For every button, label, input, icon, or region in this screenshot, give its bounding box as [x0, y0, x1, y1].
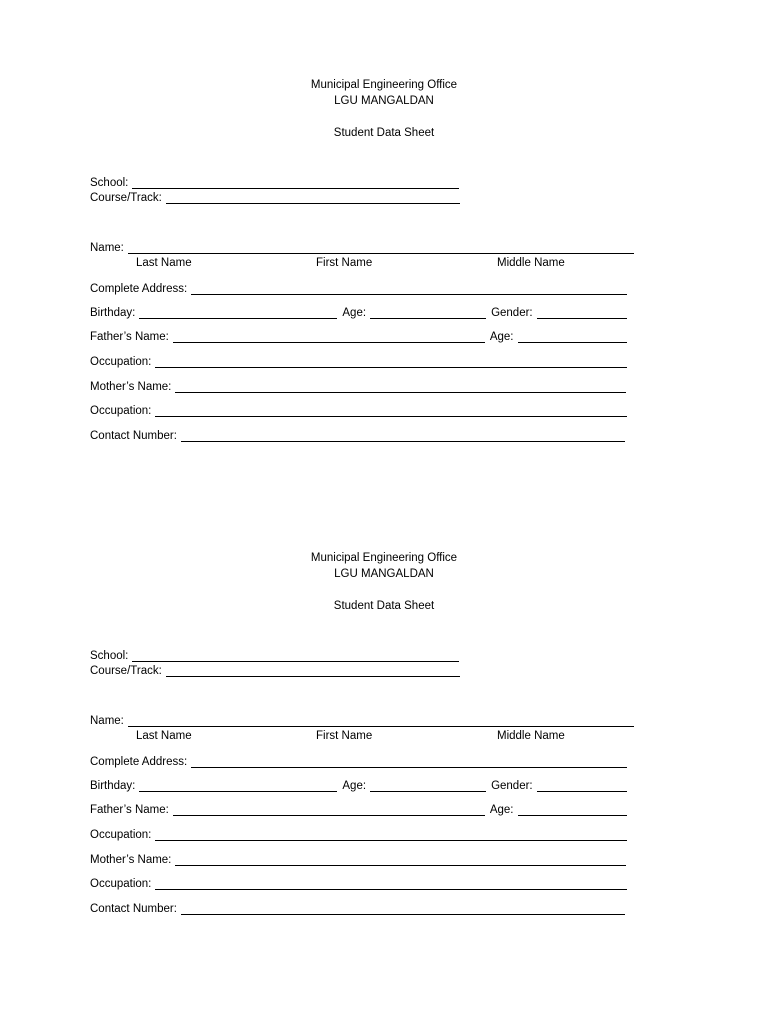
mother-name-field[interactable] [175, 380, 626, 393]
address-row [90, 754, 627, 770]
address-label: Complete Address: [90, 756, 188, 768]
name-field[interactable] [128, 241, 634, 254]
sheet-title: Student Data Sheet [333, 600, 435, 612]
student-data-sheet-bottom [0, 473, 768, 946]
father-age-field[interactable] [518, 803, 627, 816]
name-row [90, 240, 634, 256]
school-row [90, 648, 459, 664]
birthday-label: Birthday: [90, 307, 136, 319]
occupation-label: Occupation: [90, 356, 152, 368]
age-field[interactable] [370, 779, 486, 792]
name-label: Name: [90, 715, 124, 727]
school-label: School: [90, 650, 129, 662]
birthday-field[interactable] [139, 306, 337, 319]
father-label: Father’s Name: [90, 804, 169, 816]
occupation2-row [90, 876, 627, 892]
lgu-title: LGU MANGALDAN [334, 568, 434, 580]
mother-occupation-field[interactable] [155, 877, 627, 890]
mother-row [90, 379, 626, 395]
lgu-title: LGU MANGALDAN [334, 95, 434, 107]
name-row [90, 713, 634, 729]
contact-number-field[interactable] [181, 902, 625, 915]
contact-number-field[interactable] [181, 429, 625, 442]
school-field[interactable] [132, 649, 459, 662]
father-row [90, 329, 627, 345]
occupation-row [90, 354, 627, 370]
sheet-title: Student Data Sheet [333, 127, 435, 139]
age-field[interactable] [370, 306, 486, 319]
contact-row [90, 428, 625, 444]
address-row [90, 281, 627, 297]
gender-field[interactable] [537, 779, 627, 792]
first-name-caption: First Name [316, 257, 373, 269]
occupation-row [90, 827, 627, 843]
birthday-row [90, 778, 627, 794]
middle-name-caption: Middle Name [497, 730, 565, 742]
last-name-caption: Last Name [136, 257, 192, 269]
occupation2-label: Occupation: [90, 405, 152, 417]
mother-name-field[interactable] [175, 853, 626, 866]
father-age-label: Age: [489, 804, 514, 816]
occupation2-label: Occupation: [90, 878, 152, 890]
contact-label: Contact Number: [90, 903, 177, 915]
father-name-field[interactable] [173, 330, 485, 343]
father-occupation-field[interactable] [155, 355, 627, 368]
birthday-row [90, 305, 627, 321]
father-age-field[interactable] [518, 330, 627, 343]
school-label: School: [90, 177, 129, 189]
occupation2-row [90, 403, 627, 419]
name-field[interactable] [128, 714, 634, 727]
father-age-label: Age: [489, 331, 514, 343]
gender-label: Gender: [491, 307, 533, 319]
course-field[interactable] [166, 191, 460, 204]
course-row [90, 190, 460, 206]
address-label: Complete Address: [90, 283, 188, 295]
mother-row [90, 852, 626, 868]
birthday-field[interactable] [139, 779, 337, 792]
name-label: Name: [90, 242, 124, 254]
middle-name-caption: Middle Name [497, 257, 565, 269]
first-name-caption: First Name [316, 730, 373, 742]
address-field[interactable] [191, 755, 627, 768]
contact-label: Contact Number: [90, 430, 177, 442]
course-field[interactable] [166, 664, 460, 677]
office-title: Municipal Engineering Office [310, 79, 458, 91]
school-row [90, 175, 459, 191]
father-name-field[interactable] [173, 803, 485, 816]
course-row [90, 663, 460, 679]
last-name-caption: Last Name [136, 730, 192, 742]
mother-label: Mother’s Name: [90, 381, 172, 393]
father-row [90, 802, 627, 818]
student-data-sheet-top [0, 0, 768, 473]
father-occupation-field[interactable] [155, 828, 627, 841]
gender-label: Gender: [491, 780, 533, 792]
mother-occupation-field[interactable] [155, 404, 627, 417]
contact-row [90, 901, 625, 917]
occupation-label: Occupation: [90, 829, 152, 841]
school-field[interactable] [132, 176, 459, 189]
birthday-label: Birthday: [90, 780, 136, 792]
father-label: Father’s Name: [90, 331, 169, 343]
course-label: Course/Track: [90, 192, 162, 204]
address-field[interactable] [191, 282, 627, 295]
course-label: Course/Track: [90, 665, 162, 677]
age-label: Age: [342, 307, 367, 319]
mother-label: Mother’s Name: [90, 854, 172, 866]
gender-field[interactable] [537, 306, 627, 319]
age-label: Age: [342, 780, 367, 792]
office-title: Municipal Engineering Office [310, 552, 458, 564]
